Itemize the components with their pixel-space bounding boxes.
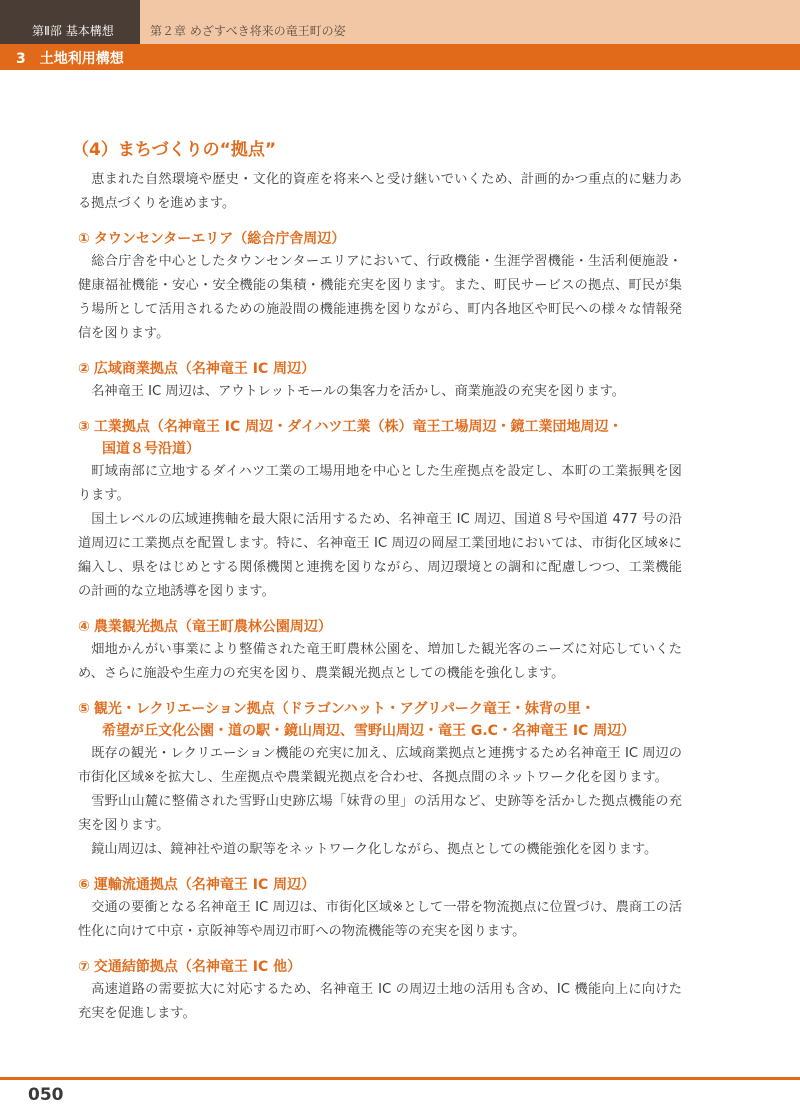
section-paragraph: 畑地かんがい事業により整備された竜王町農林公園を、増加した観光客のニーズに対応していくため、さらに施設や生産力の充実を図り、農業観光拠点としての機能を強化します。 (78, 642, 682, 681)
section-item (78, 228, 682, 346)
section-title: 広域商業拠点（名神竜王 IC 周辺） (93, 361, 316, 377)
section-number: ③ (78, 419, 90, 435)
section-item (78, 698, 682, 862)
section-number: ⑥ (78, 877, 90, 893)
section-title: 交通結節拠点（名神竜王 IC 他） (93, 959, 302, 975)
section-number: ⑦ (78, 959, 90, 975)
section-title: 観光・レクリエーション拠点（ドラゴンハット・アグリパーク竜王・妹背の里・ (93, 701, 595, 717)
section-heading (78, 956, 682, 978)
section-paragraph: 総合庁舎を中心としたタウンセンターエリアにおいて、行政機能・生涯学習機能・生活利便施設・健康福祉機能・安心・安全機能の集積・機能充実を図ります。また、町民サービスの拠点、町民が集う場所として活用されるための施設間の機能連携を図りながら、町内各地区や町民への様々な情報発信を図ります。 (78, 254, 682, 341)
header-bar (0, 0, 800, 44)
intro-paragraph: 恵まれた自然環境や歴史・文化的資産を将来へと受け継いでいくため、計画的かつ重点的に魅力ある拠点づくりを進めます。 (78, 172, 682, 211)
section-item (78, 416, 682, 604)
section-bar (0, 44, 800, 70)
section-number: ⑤ (78, 701, 90, 717)
section-item (78, 616, 682, 686)
section-heading (78, 416, 682, 460)
section-title: 農業観光拠点（竜王町農林公園周辺） (93, 619, 332, 635)
section-paragraph: 鏡山周辺は、鏡神社や道の駅等をネットワーク化しながら、拠点としての機能強化を図ります。 (91, 842, 658, 857)
footer-rule (0, 1077, 800, 1080)
section-title: 運輸流通拠点（名神竜王 IC 周辺） (93, 877, 316, 893)
section-number: ① (78, 231, 90, 247)
section-paragraph: 高速道路の需要拡大に対応するため、名神竜王 IC の周辺土地の活用も含め、IC 機能向上に向けた充実を促進します。 (78, 982, 682, 1021)
section-paragraph: 既存の観光・レクリエーション機能の充実に加え、広域商業拠点と連携するため名神竜王 IC 周辺の市街化区域※を拡大し、生産拠点や農業観光拠点を合わせ、各拠点間のネットワーク化を図ります。 (78, 746, 682, 785)
section-paragraph: 国土レベルの広域連携軸を最大限に活用するため、名神竜王 IC 周辺、国道８号や国道 477 号の沿道周辺に工業拠点を配置します。特に、名神竜王 IC 周辺の岡屋工業団地においては、市街化区域※に編入し、県をはじめとする関係機関と連携を図りながら、周辺環境との調和に配慮しつつ、工業機能の計画的な立地誘導を図ります。 (78, 512, 682, 599)
section-heading (78, 228, 682, 250)
section-paragraph: 交通の要衝となる名神竜王 IC 周辺は、市街化区域※として一帯を物流拠点に位置づけ、農商工の活性化に向けて中京・京阪神等や周辺市町への物流機能等の充実を図ります。 (78, 900, 682, 939)
section-heading (78, 874, 682, 896)
section-heading (78, 616, 682, 638)
part-label: 第Ⅱ部 基本構想 (32, 24, 114, 38)
section-paragraph: 町域南部に立地するダイハツ工業の工場用地を中心とした生産拠点を設定し、本町の工業振興を図ります。 (78, 464, 682, 503)
section-heading (78, 698, 682, 742)
section-number: ② (78, 361, 90, 377)
section-item (78, 358, 682, 404)
page-content (72, 138, 682, 1026)
section-title: 希望が丘文化公園・道の駅・鏡山周辺、雪野山周辺・竜王 G.C・名神竜王 IC 周辺） (102, 723, 636, 739)
section-title: 工業拠点（名神竜王 IC 周辺・ダイハツ工業（株）竜王工場周辺・鏡工業団地周辺・ (93, 419, 623, 435)
section-title: 3 土地利用構想 (16, 51, 124, 67)
section-number: ④ (78, 619, 90, 635)
section-paragraph: 雪野山山麓に整備された雪野山史跡広場「妹背の里」の活用など、史跡等を活かした拠点機能の充実を図ります。 (78, 794, 682, 833)
section-heading (78, 358, 682, 380)
section-title: タウンセンターエリア（総合庁舎周辺） (93, 231, 346, 247)
section-list (78, 228, 682, 1026)
main-heading: （4）まちづくりの“拠点” (72, 140, 277, 160)
section-title: 国道８号沿道） (102, 441, 200, 457)
section-paragraph: 名神竜王 IC 周辺は、アウトレットモールの集客力を活かし、商業施設の充実を図ります。 (91, 384, 625, 399)
section-item (78, 956, 682, 1026)
page-number: 050 (28, 1085, 64, 1105)
part-tab (0, 0, 140, 44)
section-item (78, 874, 682, 944)
chapter-label: 第２章 めざすべき将来の竜王町の姿 (150, 24, 346, 38)
